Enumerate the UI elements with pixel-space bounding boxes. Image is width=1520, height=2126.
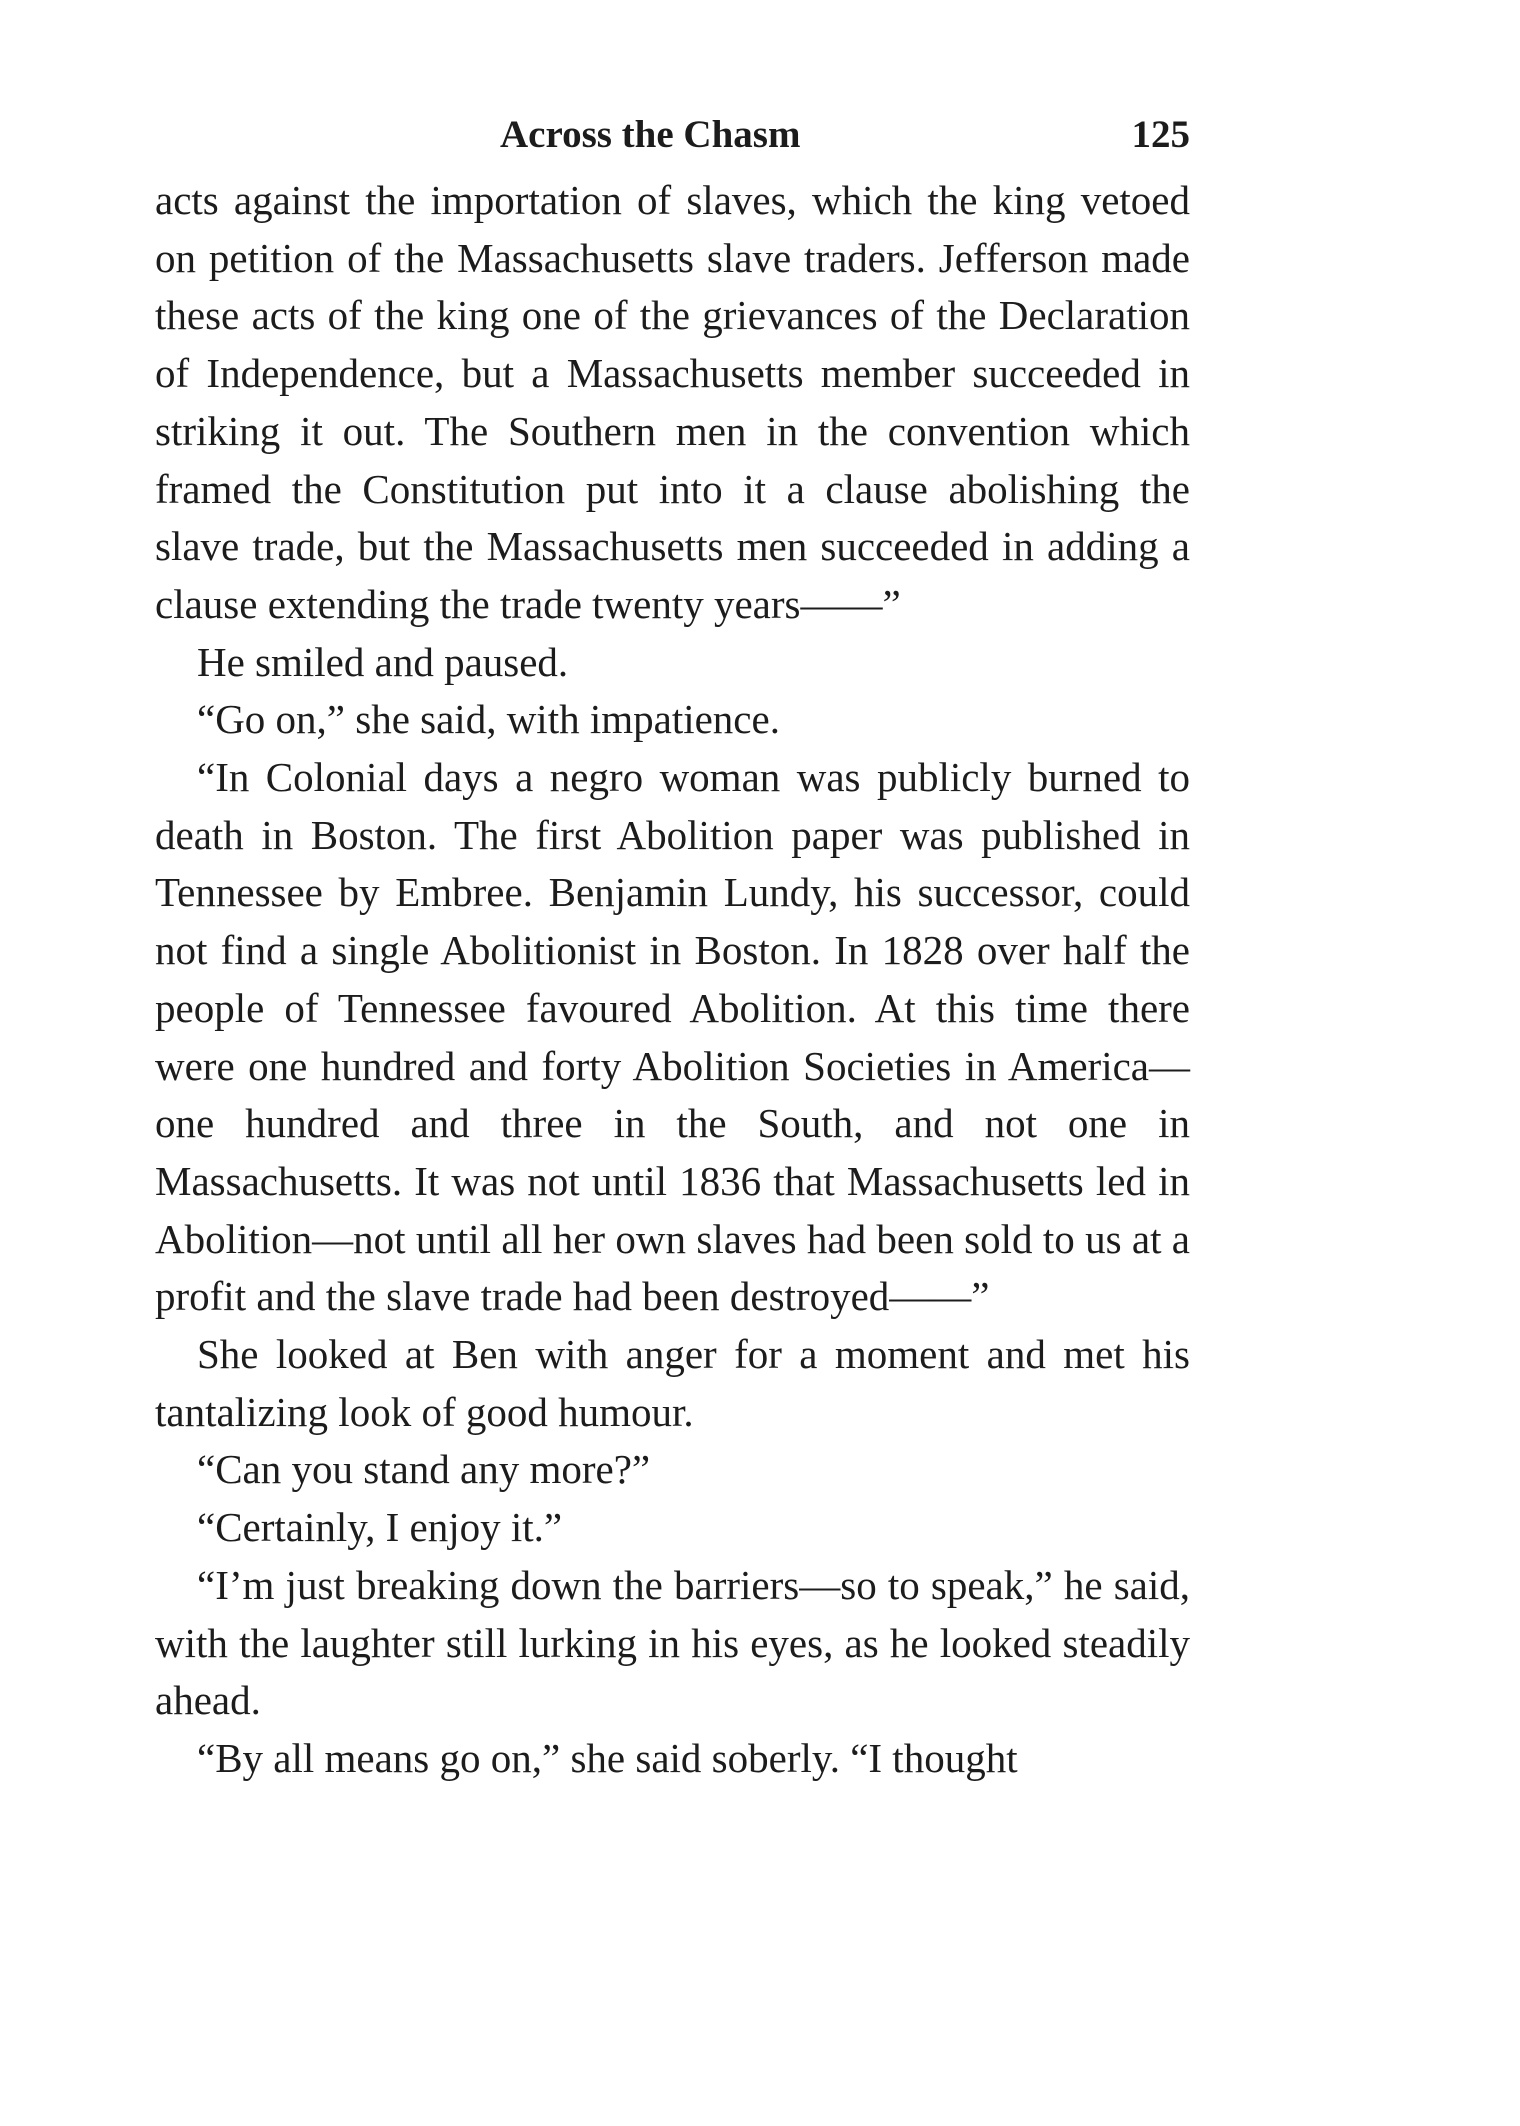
paragraph: “Certainly, I enjoy it.” (197, 1504, 563, 1551)
paragraph: acts against the importation of slaves, which the king vetoed on petition of the Massachusetts slave traders. Jefferson made these acts of the king one of the grievances of the Declaration of Independence, but a Massachusetts member succeeded in striking it out. The Southern men in the convention which framed the Constitution put into it a clause abolishing the slave trade, but the Massachusetts men succeeded in adding a clause extending the trade twenty years——” (155, 177, 1190, 627)
paragraph: “Go on,” she said, with impatience. (197, 696, 780, 743)
running-title: Across the Chasm (500, 113, 801, 156)
paragraph: He smiled and paused. (197, 638, 569, 685)
page-number: 125 (1131, 113, 1190, 156)
paragraph: “By all means go on,” she said soberly. “I thought (197, 1734, 1018, 1781)
paragraph: “I’m just breaking down the barriers—so to speak,” he said, with the laughter still lurking in his eyes, as he looked steadily ahead. (155, 1561, 1190, 1724)
book-page (155, 108, 1190, 1788)
body-text (155, 172, 1190, 1788)
paragraph: “Can you stand any more?” (197, 1446, 651, 1493)
paragraph: “In Colonial days a negro woman was publicly burned to death in Boston. The first Abolition paper was published in Tennessee by Embree. Benjamin Lundy, his successor, could not find a single Abolitionist in Boston. In 1828 over half the people of Tennessee favoured Abolition. At this time there were one hundred and forty Abolition Societies in America—one hundred and three in the South, and not one in Massachusetts. It was not until 1836 that Massachusetts led in Abolition—not until all her own slaves had been sold to us at a profit and the slave trade had been destroyed——” (155, 754, 1190, 1320)
running-header (155, 108, 1190, 172)
paragraph: She looked at Ben with anger for a moment and met his tantalizing look of good humour. (155, 1331, 1190, 1435)
